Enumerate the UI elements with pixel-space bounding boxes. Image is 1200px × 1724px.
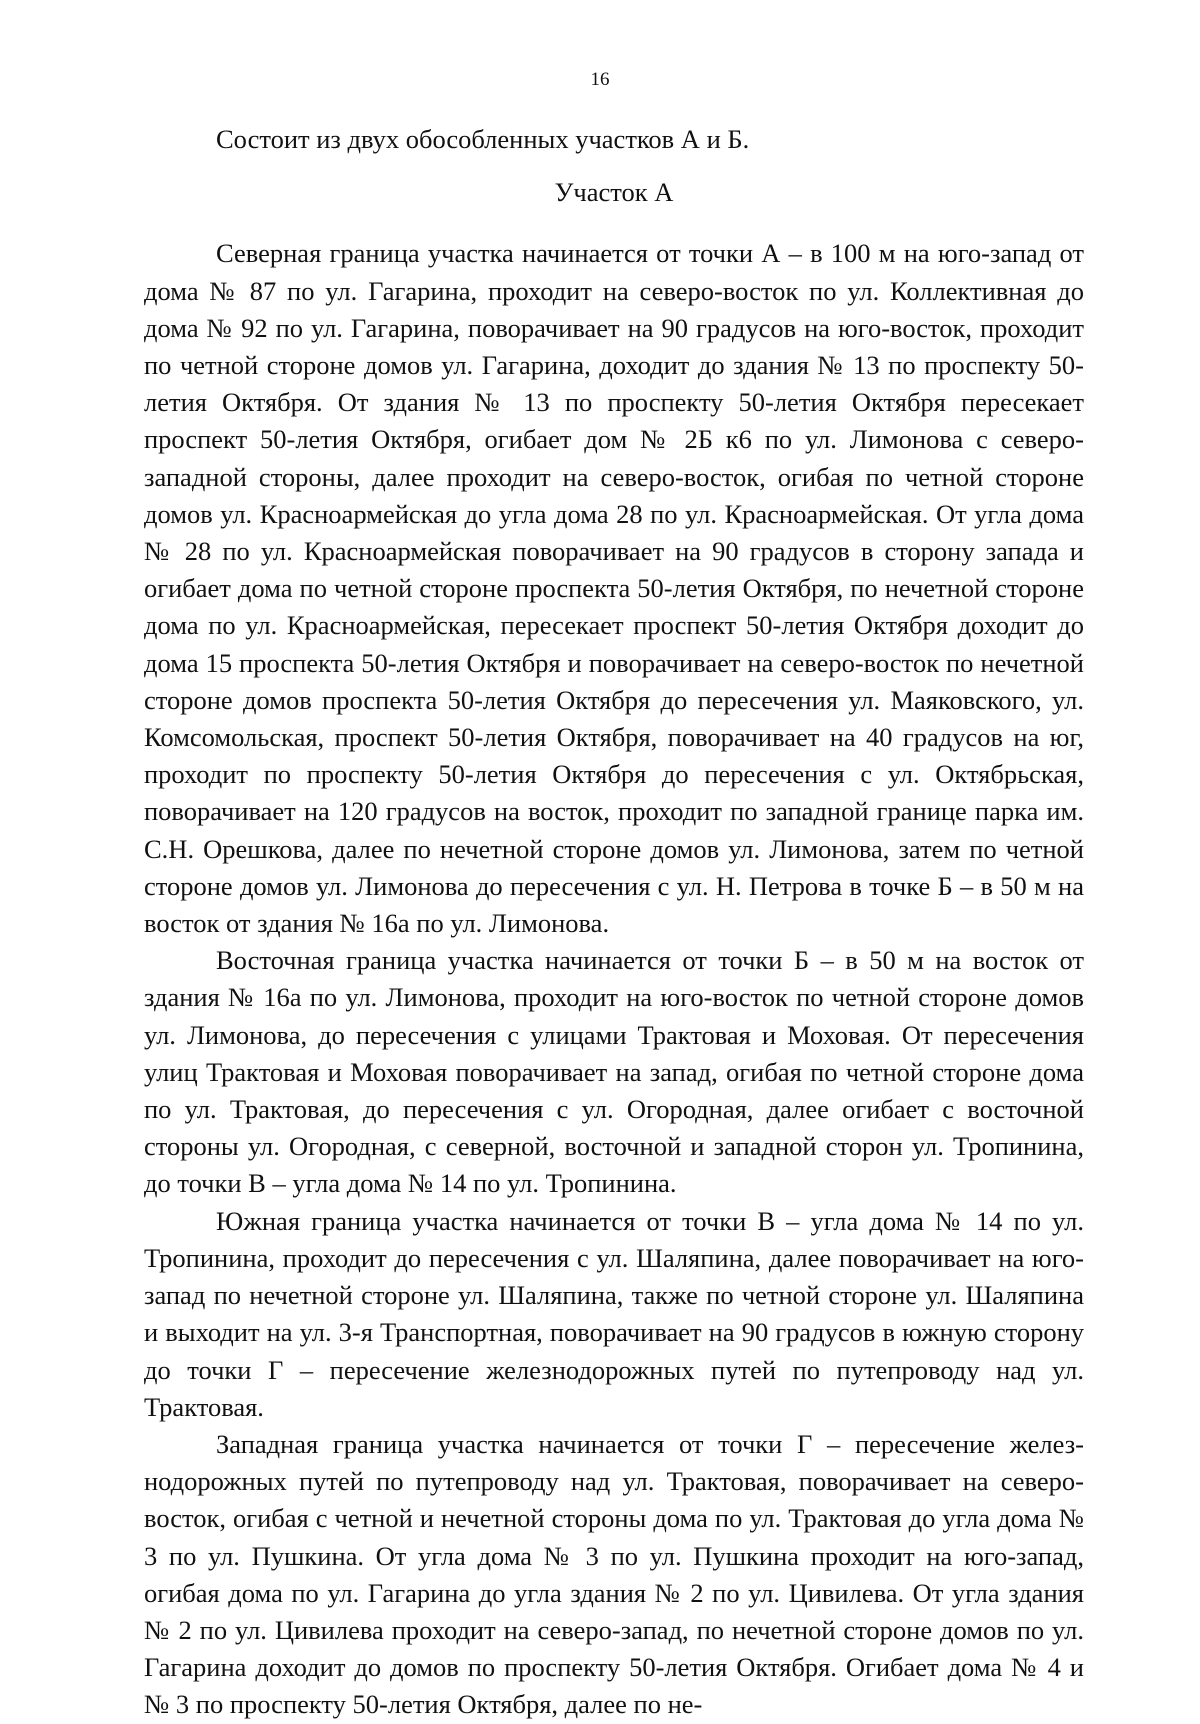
document-body — [144, 121, 1084, 1724]
paragraph-north-border: Северная граница участка начинается от точки А – в 100 м на юго-запад от дома № 87 по ул. Гагарина, проходит на северо-восток по ул. Коллективная до дома № 92 по ул. Гагарина, поворачивает на 90 градусов на юго-восток, проходит по четной стороне домов ул. Гагарина, доходит до здания № 13 по проспекту 50-летия Октября. От здания № 13 по проспекту 50-летия Октября пересекает проспект 50-летия Октября, огибает дом № 2Б к6 по ул. Лимонова с северо-западной стороны, далее проходит на северо-восток, огибая по четной стороне домов ул. Красноармейская до угла дома 28 по ул. Красноармейская. От угла дома № 28 по ул. Красноармейская поворачивает на 90 градусов в сторону запада и огибает дома по четной стороне проспекта 50-летия Октября, по нечетной стороне дома по ул. Красноармейская, пересекает проспект 50-летия Октября доходит до дома 15 проспекта 50-летия Октября и поворачивает на северо-восток по нечетной стороне домов проспекта 50-летия Октября до пересечения ул. Маяковского, ул. Комсомольская, проспект 50-летия Октября, поворачивает на 40 градусов на юг, проходит по проспекту 50-летия Октября до пересечения с ул. Октябрьская, поворачивает на 120 градусов на восток, проходит по западной границе парка им. С.Н. Орешкова, далее по нечетной стороне домов ул. Лимонова, затем по четной стороне домов ул. Лимонова до пересечения с ул. Н. Петрова в точке Б – в 50 м на восток от здания № 16а по ул. Лимонова. — [144, 238, 1084, 939]
page-number: 16 — [590, 69, 610, 90]
paragraph-west-border: Западная граница участка начинается от точки Г – пересечение железнодорожных путей по путепроводу над ул. Трактовая, поворачивает на северо-восток, огибая с четной и нечетной стороны дома по ул. Трактовая до угла дома № 3 по ул. Пушкина. От угла дома № 3 по ул. Пушкина проходит на юго-запад, огибая дома по ул. Гагарина до угла здания № 2 по ул. Цивилева. От угла здания № 2 по ул. Цивилева проходит на северо-запад, по нечетной стороне домов по ул. Гагарина доходит до домов по проспекту 50-летия Октября. Огибает дома № 4 и № 3 по проспекту 50-летия Октября, далее по не- — [144, 1428, 1084, 1720]
paragraph-south-border: Южная граница участка начинается от точки В – угла дома № 14 по ул. Тропинина, проходит до пересечения с ул. Шаляпина, далее поворачивает на юго-запад по нечетной стороне ул. Шаляпина, также по четной стороне ул. Шаляпина и выходит на ул. 3-я Транспортная, поворачивает на 90 градусов в южную сторону до точки Г – пересечение железнодорожных путей по путепроводу над ул. Трактовая. — [144, 1205, 1084, 1422]
intro-line: Состоит из двух обособленных участков А и Б. — [216, 124, 750, 154]
section-title: Участок А — [554, 177, 674, 208]
paragraph-east-border: Восточная граница участка начинается от точки Б – в 50 м на восток от здания № 16а по ул. Лимонова, проходит на юго-восток по четной стороне домов ул. Лимонова, до пересечения с улицами Трактовая и Моховая. От пересечения улиц Трактовая и Моховая поворачивает на запад, огибая по четной стороне дома по ул. Трактовая, до пересечения с ул. Огородная, далее огибает с восточной стороны ул. Огородная, с северной, восточной и западной сторон ул. Тропинина, до точки В – угла дома № 14 по ул. Тропинина. — [144, 945, 1084, 1199]
